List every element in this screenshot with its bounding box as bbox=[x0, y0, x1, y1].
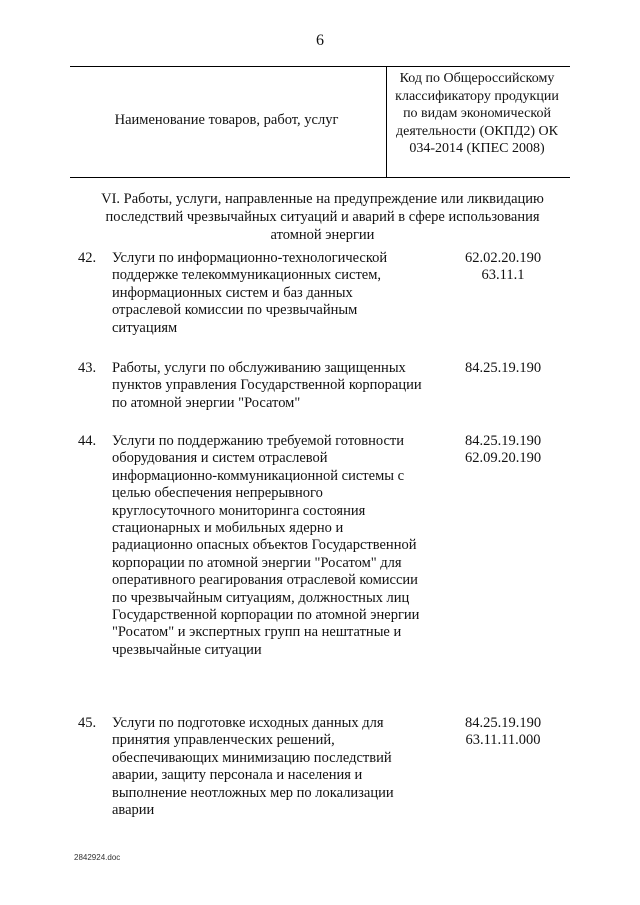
okpd2-code: 84.25.19.190 bbox=[464, 360, 542, 376]
row-number: 42. bbox=[78, 250, 97, 266]
okpd2-code: 84.25.19.190 bbox=[464, 433, 542, 449]
row-description: Работы, услуги по обслуживанию защищенных пунктов управления Государственной корпорации по атомной энергии "Росатом" bbox=[112, 360, 422, 411]
okpd2-code: 63.11.11.000 bbox=[465, 732, 541, 749]
okpd2-code: 63.11.1 bbox=[481, 267, 525, 284]
row-codes bbox=[432, 250, 574, 285]
row-description: Услуги по информационно-технологической поддержке телекоммуникационных систем, информационных систем и баз данных отраслевой комиссии по чрезвычайным ситуациям bbox=[112, 250, 388, 336]
okpd2-code: 62.02.20.190 bbox=[464, 250, 542, 266]
section-title: VI. Работы, услуги, направленные на предупреждение или ликвидацию последствий чрезвычайных ситуаций и аварий в сфере использования атомной энергии bbox=[101, 191, 544, 243]
row-description: Услуги по поддержанию требуемой готовности оборудования и систем отраслевой информационно-коммуникационной системы с целью обеспечения непрерывного круглосуточного мониторинга состояния стационарных и мобильных ядерно и радиационно опасных объектов Государственной корпорации по атомной энергии "Росатом" для оперативного реагирования отраслевой комиссии по чрезвычайным ситуациям, должностных лиц Государственной корпорации по атомной энергии "Росатом" и экспертных групп на нештатные и чрезвычайные ситуации bbox=[112, 433, 420, 658]
row-number: 44. bbox=[78, 433, 97, 449]
document-reference: 2842924.doc bbox=[74, 853, 121, 862]
row-number: 43. bbox=[78, 360, 97, 376]
row-codes bbox=[432, 715, 574, 750]
row-number: 45. bbox=[78, 715, 97, 731]
table-header-bottom-rule bbox=[70, 177, 570, 178]
table-header-name-column: Наименование товаров, работ, услуг bbox=[114, 112, 339, 128]
row-description: Услуги по подготовке исходных данных для принятия управленческих решений, обеспечивающих минимизацию последствий аварии, защиту персонала и населения и выполнение неотложных мер по локализации аварии bbox=[112, 715, 394, 819]
page-number: 6 bbox=[316, 32, 324, 49]
okpd2-code: 62.09.20.190 bbox=[464, 450, 542, 467]
table-header-code-column: Код по Общероссийскому классификатору продукции по видам экономической деятельности (ОКПД2) ОК 034-2014 (КПЕС 2008) bbox=[395, 71, 559, 156]
row-codes bbox=[432, 360, 574, 377]
table-header-top-rule bbox=[70, 66, 570, 67]
table-header-column-divider bbox=[386, 66, 387, 178]
okpd2-code: 84.25.19.190 bbox=[464, 715, 542, 731]
row-codes bbox=[432, 433, 574, 468]
